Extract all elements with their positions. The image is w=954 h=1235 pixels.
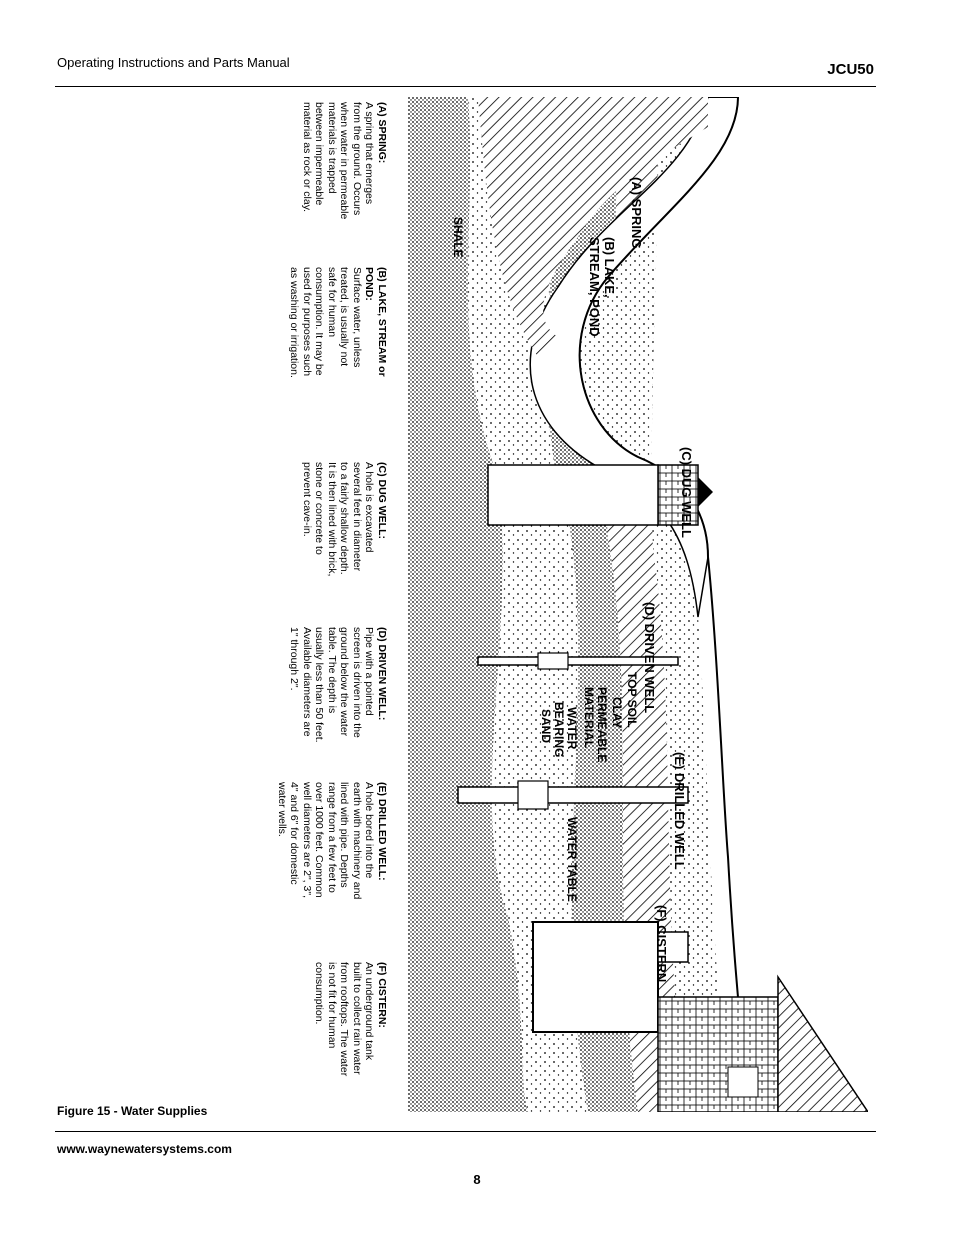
description-cistern: (F) CISTERN: An underground tank built to collect rain water from rooftops. The water is not fit for human consumption. [313, 962, 388, 1077]
header-rule [55, 86, 876, 87]
label-water-bearing-line1: WATER [565, 707, 579, 750]
page-number: 8 [473, 1172, 481, 1187]
label-permeable-line1: PERMEABLE [595, 687, 609, 763]
label-driven-well: (D) DRIVEN WELL [642, 602, 657, 714]
figure-caption: Figure 15 - Water Supplies [57, 1104, 208, 1118]
description-driven-well: (D) DRIVEN WELL: Pipe with a pointed screen is driven into the ground below the water table. The depth is usually less than 50 feet. Available diameters are 1" through 2". [288, 627, 388, 743]
description-drilled-well: (E) DRILLED WELL: A hole bored into the earth with machinery and lined with pipe. Depths range from a few feet to over 1000 feet. Common well diameters are 2", 3", 4" and 6" for domestic water wells. [276, 782, 388, 900]
label-cistern: (F) CISTERN [654, 905, 669, 983]
label-drilled-well: (E) DRILLED WELL [672, 752, 687, 870]
footer-rule [55, 1131, 876, 1132]
page-header-title: Operating Instructions and Parts Manual [57, 55, 290, 70]
description-dug-well: (C) DUG WELL: A hole is excavated several feet in diameter to a fairly shallow depth. It is then lined with brick, stone or concrete to prevent cave-in. [301, 462, 388, 577]
model-number: JCU50 [827, 61, 874, 78]
label-permeable-line2: MATERIAL [582, 687, 596, 749]
label-spring: (A) SPRING [629, 177, 644, 249]
label-lake-line1: (B) LAKE, [602, 237, 617, 298]
label-clay: CLAY [610, 697, 624, 729]
label-top-soil: TOP SOIL [625, 672, 639, 728]
label-dug-well: (C) DUG WELL [679, 447, 694, 538]
label-shale: SHALE [451, 217, 465, 258]
description-lake: (B) LAKE, STREAM or POND: Surface water, unless treated, is usually not safe for human consumption. It may be used for purposes such as washing or irrigation. [288, 267, 388, 378]
description-spring: (A) SPRING: A spring that emerges from the ground. Occurs when water in permeable materials is trapped between impermeable material as rock or clay. [301, 102, 388, 220]
label-water-bearing-line3: SAND [539, 709, 553, 744]
label-water-table: WATER TABLE [565, 817, 579, 902]
label-lake-line2: STREAM, POND [587, 237, 602, 337]
label-water-bearing-line2: BEARING [552, 702, 566, 758]
website-url: www.waynewatersystems.com [57, 1142, 232, 1156]
water-supplies-figure [228, 97, 868, 1112]
